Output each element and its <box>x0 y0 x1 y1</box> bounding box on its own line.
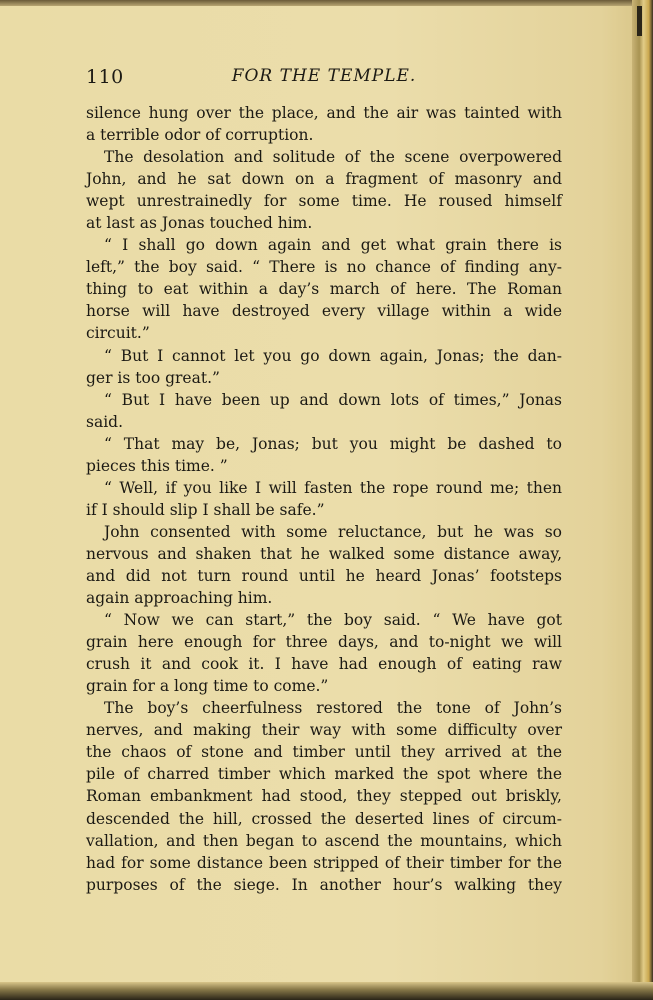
text-line: grain for a long time to come.” <box>86 677 329 696</box>
text-line: and did not turn round until he heard Jonas’ footsteps <box>86 566 562 585</box>
text-line: circuit.” <box>86 324 150 343</box>
text-line: The desolation and solitude of the scene overpowered <box>104 148 562 167</box>
text-line: horse will have destroyed every village within a wide <box>86 302 562 321</box>
text-line: “ Well, if you like I will fasten the rope round me; then <box>104 478 562 497</box>
text-line: pile of charred timber which marked the spot where the <box>86 765 562 784</box>
text-line: vallation, and then began to ascend the mountains, which <box>86 831 562 850</box>
text-line: a terrible odor of corruption. <box>86 126 314 145</box>
running-head: FOR THE TEMPLE. <box>231 66 417 86</box>
text-line: ger is too great.” <box>86 368 220 387</box>
text-line: descended the hill, crossed the deserted lines of circum- <box>86 809 562 828</box>
page-top-edge <box>0 0 653 6</box>
text-line: at last as Jonas touched him. <box>86 214 313 233</box>
text-line: had for some distance been stripped of their timber for the <box>86 853 562 872</box>
text-line: said. <box>86 412 124 431</box>
text-line: nerves, and making their way with some difficulty over <box>86 721 562 740</box>
text-line: silence hung over the place, and the air was tainted with <box>86 104 562 122</box>
page-header <box>86 66 562 96</box>
text-line: left,” the boy said. “ There is no chance of finding any- <box>86 258 562 277</box>
text-line: crush it and cook it. I have had enough of eating raw <box>86 655 562 674</box>
body-text <box>86 102 562 896</box>
book-spine <box>632 0 653 1000</box>
text-line: wept unrestrainedly for some time. He roused himself <box>86 192 562 211</box>
text-line: The boy’s cheerfulness restored the tone of John’s <box>104 699 562 718</box>
text-line: nervous and shaken that he walked some distance away, <box>86 544 562 563</box>
text-line: “ That may be, Jonas; but you might be dashed to <box>104 434 562 453</box>
text-line: John consented with some reluctance, but he was so <box>104 522 562 541</box>
text-line: “ Now we can start,” the boy said. “ We have got <box>104 611 562 630</box>
text-line: John, and he sat down on a fragment of masonry and <box>86 170 562 189</box>
text-line: if I should slip I shall be safe.” <box>86 500 325 519</box>
text-line: grain here enough for three days, and to-night we will <box>86 633 562 652</box>
spine-mark <box>637 6 642 36</box>
page-number: 110 <box>86 66 124 88</box>
text-line: thing to eat within a day’s march of here. The Roman <box>86 280 562 299</box>
text-line: the chaos of stone and timber until they arrived at the <box>86 743 562 762</box>
text-line: “ But I cannot let you go down again, Jonas; the dan- <box>104 346 562 365</box>
text-line: “ But I have been up and down lots of times,” Jonas <box>104 390 562 409</box>
text-line: purposes of the siege. In another hour’s walking they <box>86 875 562 894</box>
page-bottom-edge <box>0 982 653 1000</box>
text-line: again approaching him. <box>86 589 273 608</box>
text-line: “ I shall go down again and get what grain there is <box>104 236 562 255</box>
text-line: pieces this time. ” <box>86 456 228 475</box>
text-line: Roman embankment had stood, they stepped out briskly, <box>86 787 562 806</box>
